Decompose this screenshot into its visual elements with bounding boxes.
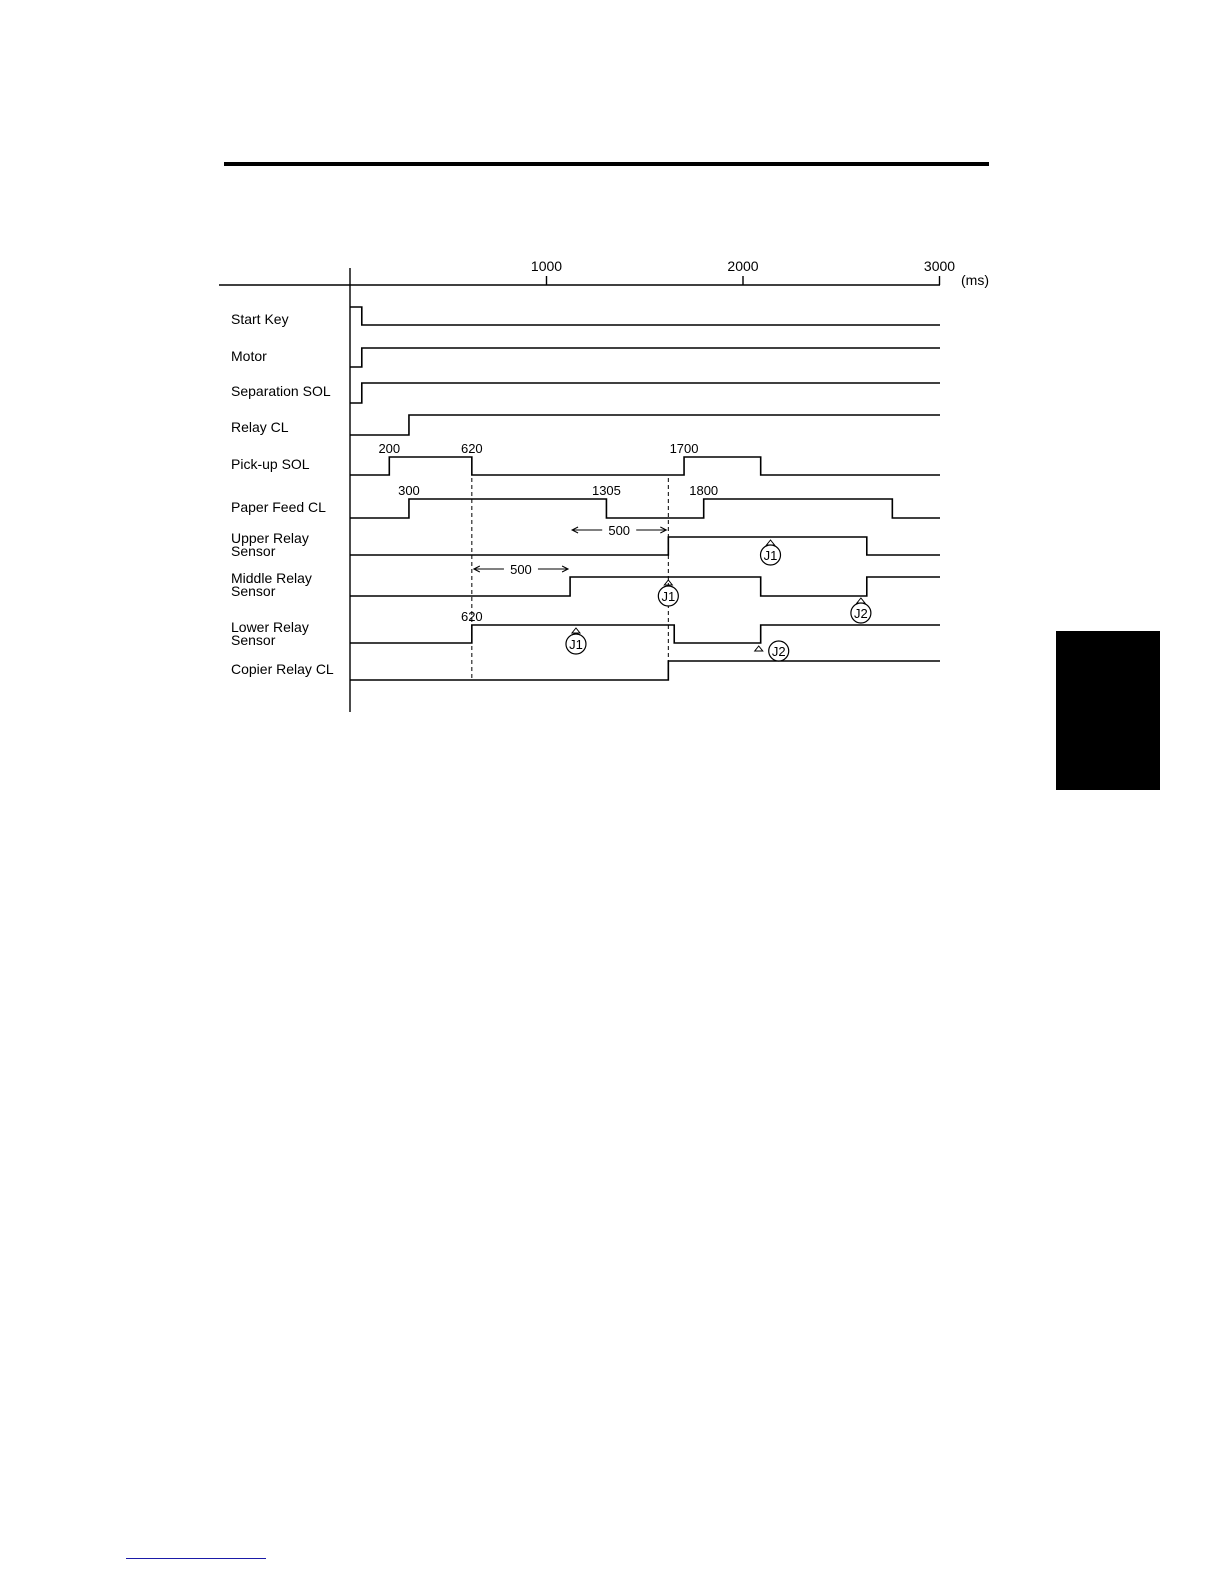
middle-relay-sensor-label-line2: Sensor: [231, 583, 276, 599]
unit-label: (ms): [961, 272, 989, 288]
time-annotation: 200: [378, 441, 401, 456]
footer-link-underline: [126, 1558, 266, 1559]
time-annotation: 620: [460, 441, 483, 456]
time-annotation: 1305: [591, 483, 621, 498]
start-key-label: Start Key: [231, 311, 289, 327]
copier-relay-cl-waveform: [350, 661, 940, 680]
axis-tick-label: 1000: [530, 258, 563, 274]
motor-label: Motor: [231, 348, 267, 364]
time-annotation: 1800: [689, 483, 719, 498]
pickup-sol-waveform: [350, 457, 940, 475]
jam-triangle-icon: [767, 540, 775, 545]
upper-relay-sensor-label-line1: Upper Relay: [231, 530, 309, 546]
jam-label: J2: [771, 644, 786, 659]
section-tab: [1056, 631, 1160, 790]
middle-relay-sensor-label-line1: Middle Relay: [231, 570, 312, 586]
separation-sol-waveform: [350, 383, 940, 403]
middle-relay-sensor-waveform: [350, 577, 940, 596]
time-annotation: 300: [398, 483, 420, 498]
paper-feed-cl-waveform: [350, 499, 940, 518]
start-key-waveform: [350, 307, 940, 325]
lower-relay-sensor-label-line2: Sensor: [231, 632, 276, 648]
lower-relay-sensor-label-line1: Lower Relay: [231, 619, 309, 635]
axis-tick-label: 3000: [923, 258, 956, 274]
interval-label: 500: [608, 523, 631, 538]
relay-cl-waveform: [350, 415, 940, 435]
motor-waveform: [350, 348, 940, 367]
interval-label: 500: [510, 562, 532, 577]
copier-relay-cl-label: Copier Relay CL: [231, 661, 334, 677]
lower-relay-sensor-waveform: [350, 625, 940, 643]
upper-relay-sensor-waveform: [350, 537, 940, 555]
jam-triangle-icon: [572, 628, 580, 633]
separation-sol-label: Separation SOL: [231, 383, 331, 399]
jam-triangle-icon: [857, 598, 865, 603]
jam-label: J1: [763, 548, 778, 563]
paper-feed-cl-label: Paper Feed CL: [231, 499, 326, 515]
jam-label: J1: [569, 637, 583, 652]
jam-triangle-icon: [755, 646, 763, 651]
pickup-sol-label: Pick-up SOL: [231, 456, 310, 472]
jam-label: J2: [854, 606, 868, 621]
time-annotation: 620: [460, 609, 483, 624]
upper-relay-sensor-label-line2: Sensor: [231, 543, 276, 559]
axis-tick-label: 2000: [727, 258, 759, 274]
relay-cl-label: Relay CL: [231, 419, 289, 435]
jam-label: J1: [661, 589, 676, 604]
time-annotation: 1700: [669, 441, 699, 456]
